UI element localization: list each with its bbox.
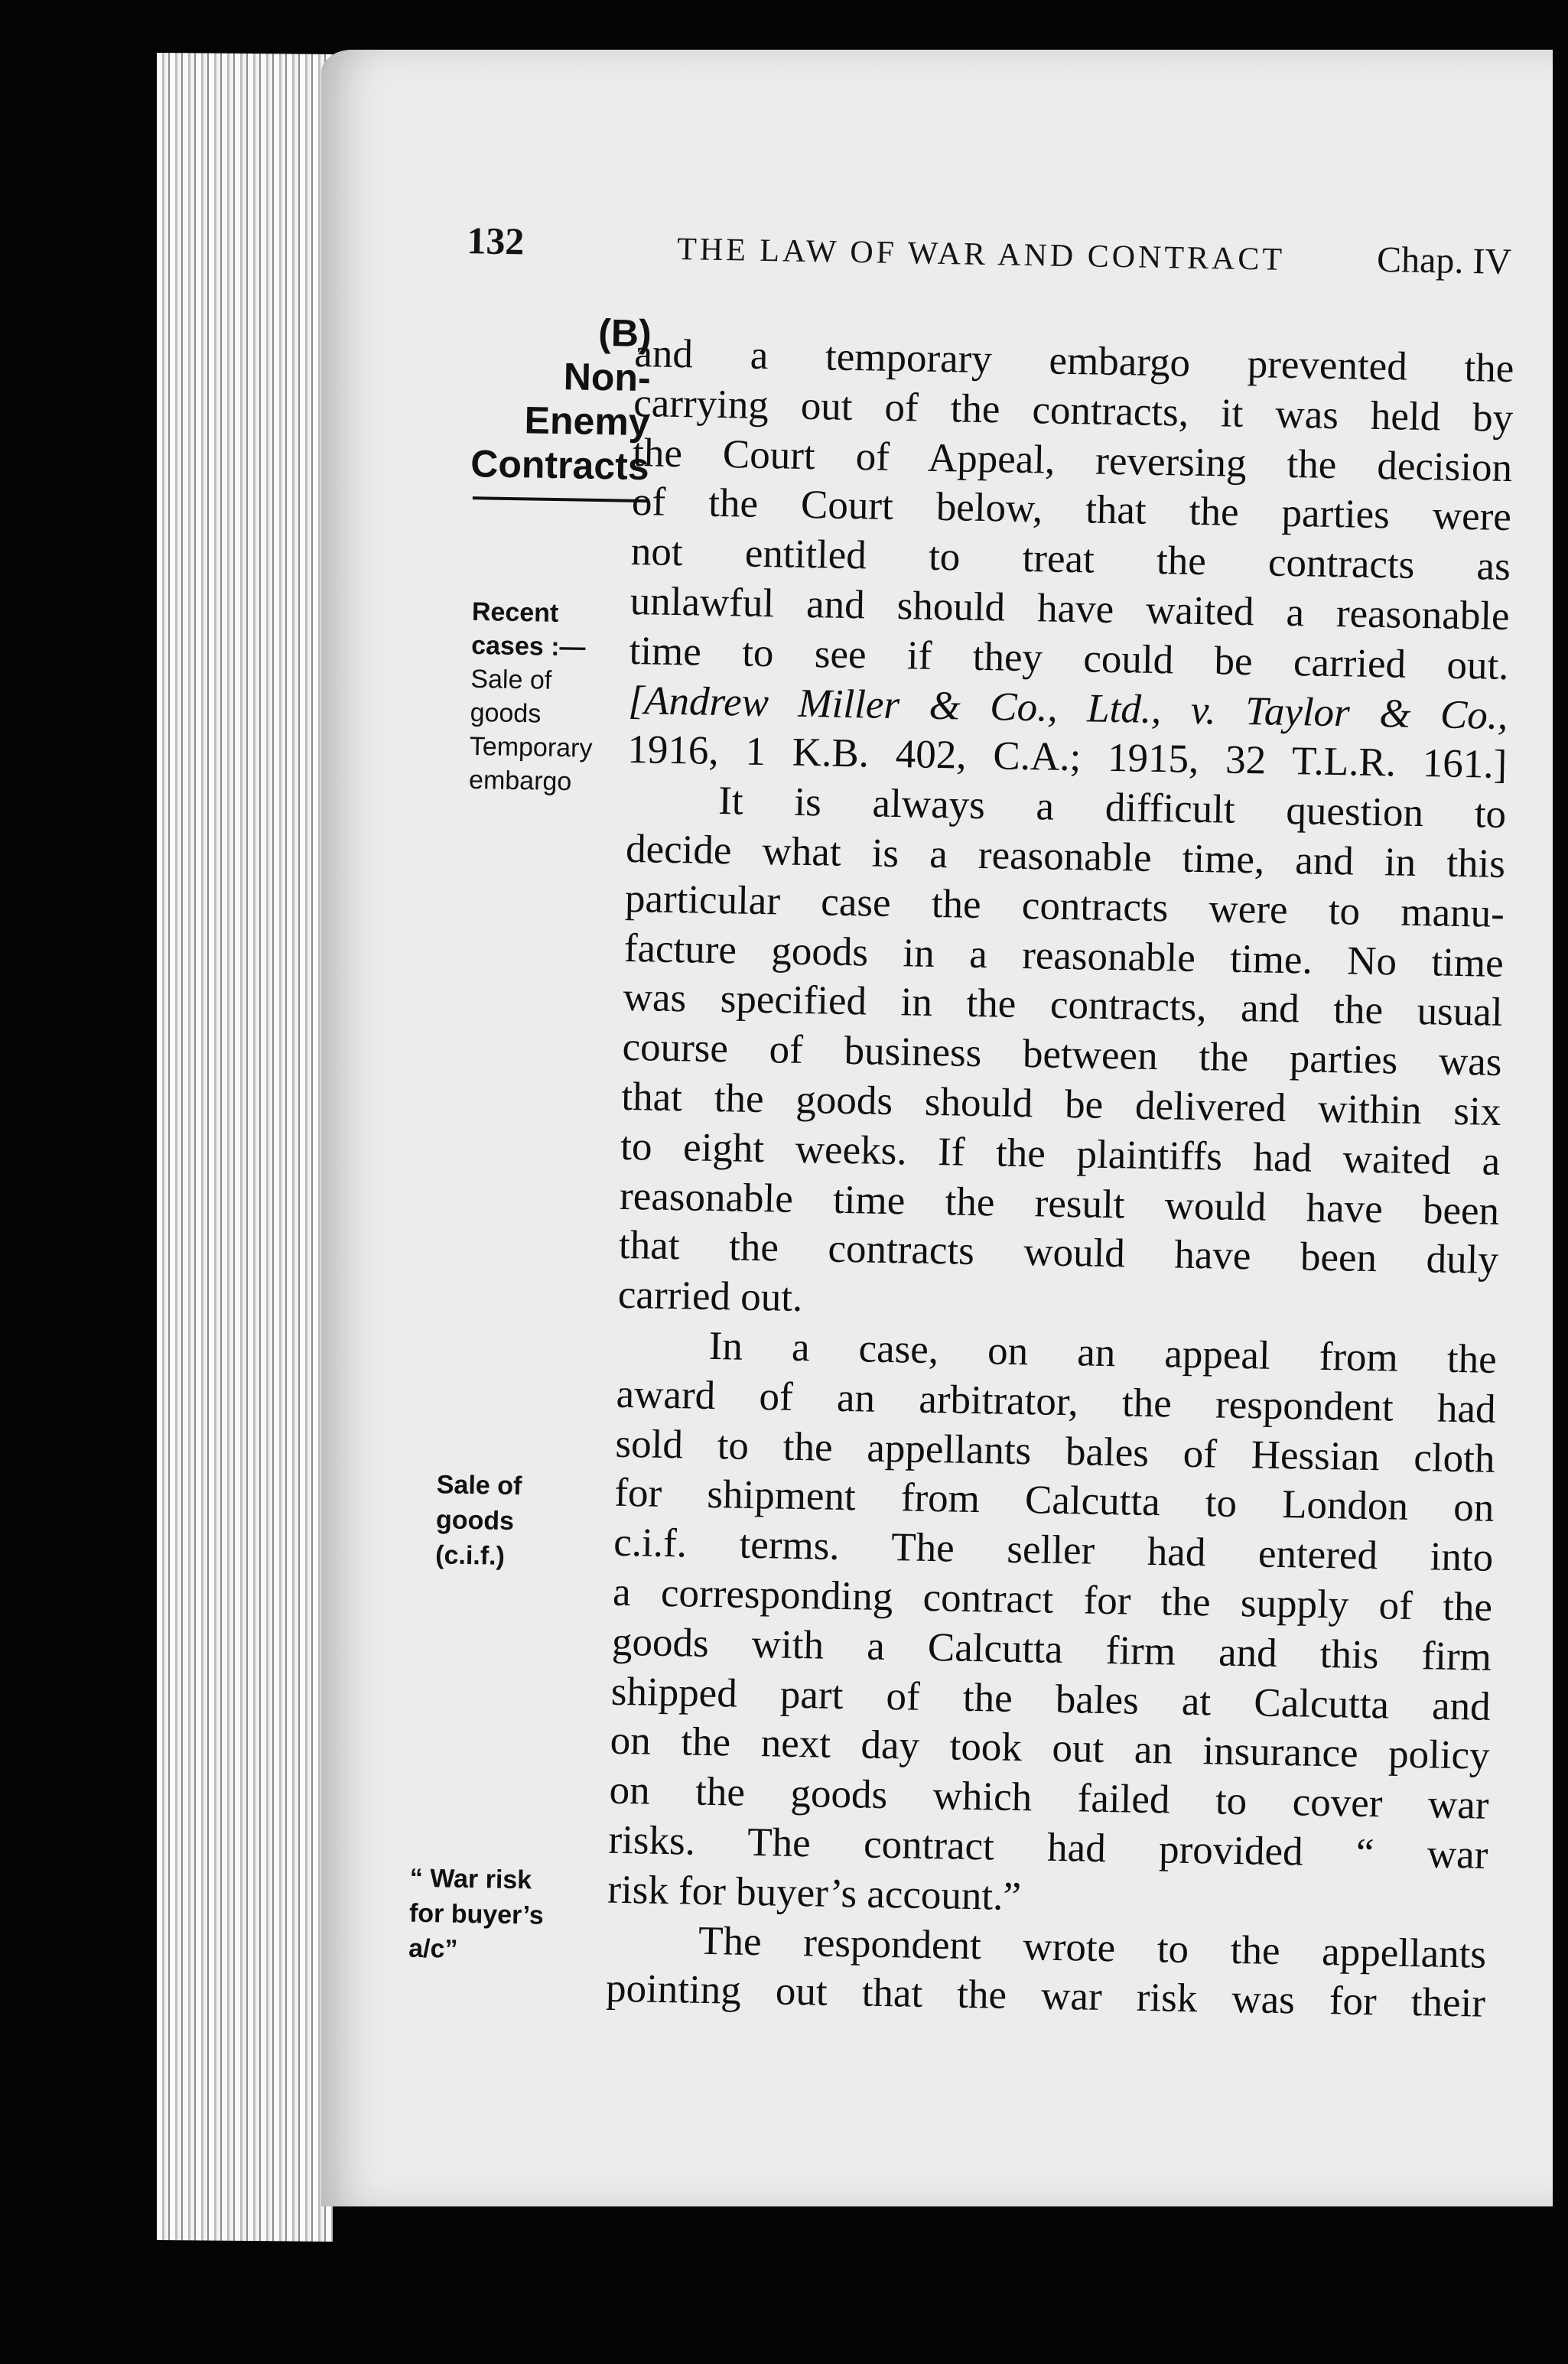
- page-number: 132: [466, 219, 525, 263]
- text-line: on the next day took out an insurance policy: [610, 1719, 1491, 1779]
- body-text: [606, 329, 1514, 2029]
- page-edges-binding: [157, 53, 333, 2242]
- section-heading-line: (B): [597, 311, 652, 356]
- text-line: that the contracts would have been duly: [618, 1223, 1499, 1283]
- text-line: carried out.: [617, 1272, 803, 1321]
- paragraph: [606, 1914, 1487, 2029]
- text-line: goods with a Calcutta firm and this firm: [611, 1619, 1492, 1680]
- text-line: and a temporary embargo prevented the: [633, 330, 1514, 392]
- text-line: not entitled to treat the contracts as: [630, 529, 1511, 590]
- text-line: facture goods in a reasonable time. No time: [623, 925, 1505, 986]
- sidenote-line: a/c”: [408, 1933, 458, 1964]
- sidenote-line: Recent: [471, 597, 559, 628]
- text-line: reasonable time the result would have been: [619, 1173, 1500, 1234]
- text-line: for shipment from Calcutta to London on: [613, 1471, 1495, 1531]
- paragraph: [627, 329, 1514, 790]
- text-line: the Court of Appeal, reversing the decision: [632, 430, 1513, 490]
- text-line: a corresponding contract for the supply of the: [612, 1569, 1493, 1630]
- section-heading: [457, 308, 652, 502]
- citation-line: [Andrew Miller & Co., Ltd., v. Taylor & Co.,: [628, 678, 1508, 738]
- running-title: THE LAW OF WAR AND CONTRACT: [676, 231, 1286, 278]
- section-heading-line: Enemy: [524, 398, 651, 444]
- text-line: to eight weeks. If the plaintiffs had waited a: [620, 1123, 1501, 1184]
- text-line: unlawful and should have waited a reasonable: [629, 578, 1511, 639]
- text-line: The respondent wrote to the appellants: [698, 1918, 1487, 1977]
- section-heading-line: Contracts: [470, 442, 650, 489]
- sidenote-sale-cif: [435, 1467, 590, 1575]
- text-line: pointing out that the war risk was for their: [605, 1966, 1486, 2027]
- text-line: risks. The contract had provided “ war: [608, 1817, 1488, 1878]
- text-line: carrying out of the contracts, it was held by: [633, 380, 1514, 441]
- sidenote-war-risk: [408, 1861, 616, 1970]
- sidenote-line: goods: [470, 697, 542, 729]
- text-line: risk for buyer’s account.”: [607, 1867, 1022, 1919]
- sidenote-line: embargo: [468, 765, 572, 797]
- sidenote-line: Sale of: [436, 1470, 522, 1501]
- citation-line: 1916, 1 K.B. 402, C.A.; 1915, 32 T.L.R. 161.]: [626, 727, 1508, 788]
- section-heading-line: Non-: [563, 355, 652, 400]
- text-line: It is always a difficult question to: [717, 779, 1507, 837]
- text-line: was specified in the contracts, and the usual: [623, 975, 1504, 1036]
- chapter-label: Chap. IV: [1376, 239, 1512, 283]
- sidenote-line: for buyer’s: [408, 1898, 545, 1930]
- sidenote-line: (c.i.f.): [434, 1540, 506, 1571]
- sidenote-line: goods: [435, 1505, 515, 1536]
- text-line: time to see if they could be carried out.: [629, 628, 1509, 688]
- sidenote-line: Sale of: [470, 664, 552, 695]
- text-line: shipped part of the bales at Calcutta and: [610, 1669, 1492, 1729]
- running-header: [458, 210, 1568, 321]
- text-line: sold to the appellants bales of Hessian cloth: [615, 1421, 1495, 1481]
- text-line: In a case, on an appeal from the: [708, 1323, 1498, 1382]
- sidenote-line: cases :—: [470, 630, 586, 662]
- text-line: course of business between the parties was: [622, 1025, 1502, 1085]
- sidenote-line: Temporary: [469, 731, 593, 763]
- text-line: of the Court below, that the parties were: [631, 480, 1512, 540]
- paragraph: [607, 1320, 1497, 1930]
- text-line: on the goods which failed to cover war: [609, 1767, 1489, 1828]
- text-line: decide what is a reasonable time, and in this: [625, 826, 1506, 886]
- text-line: that the goods should be delivered within six: [620, 1074, 1501, 1134]
- sidenote-line: “ War risk: [409, 1863, 532, 1895]
- text-line: award of an arbitrator, the respondent had: [616, 1371, 1497, 1432]
- text-line: particular case the contracts were to manu-: [624, 876, 1505, 936]
- text-line: c.i.f. terms. The seller had entered into: [613, 1520, 1494, 1580]
- paragraph: [617, 775, 1506, 1335]
